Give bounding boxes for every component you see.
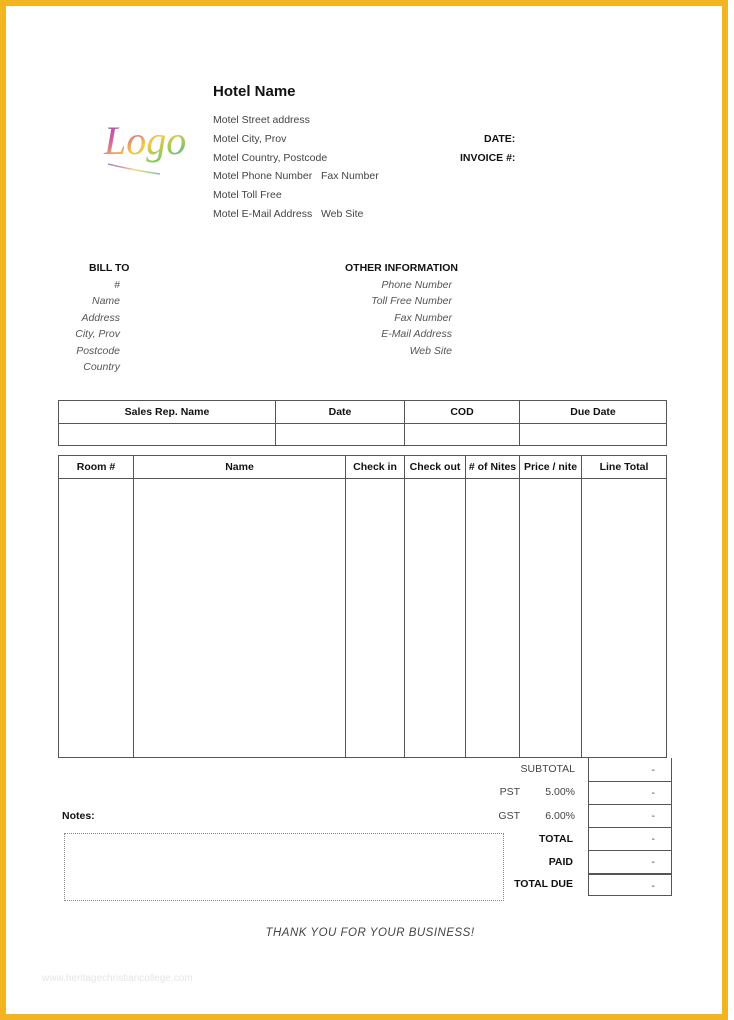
date-header: Date bbox=[276, 401, 405, 424]
sales-info-table bbox=[58, 400, 667, 446]
gst-rate: 6.00% bbox=[545, 810, 575, 822]
pst-label: PST bbox=[499, 786, 520, 798]
total-due-value: - bbox=[588, 874, 672, 896]
cod-cell[interactable] bbox=[405, 424, 520, 446]
bill-to-country: Country bbox=[83, 361, 120, 373]
other-toll-free: Toll Free Number bbox=[371, 295, 452, 307]
line-total-column[interactable] bbox=[582, 479, 667, 758]
watermark: www.heritagechristiancollege.com bbox=[42, 973, 193, 984]
check-out-header: Check out bbox=[405, 456, 466, 479]
street-address: Motel Street address bbox=[213, 114, 310, 126]
subtotal-label: SUBTOTAL bbox=[520, 763, 575, 775]
line-total-header: Line Total bbox=[582, 456, 667, 479]
check-in-header: Check in bbox=[346, 456, 405, 479]
notes-label: Notes: bbox=[62, 810, 95, 822]
pst-rate: 5.00% bbox=[545, 786, 575, 798]
email-website: Motel E-Mail Address Web Site bbox=[213, 208, 364, 220]
nites-header: # of Nites bbox=[466, 456, 520, 479]
room-header: Room # bbox=[59, 456, 134, 479]
pst-value: - bbox=[588, 782, 672, 805]
due-date-cell[interactable] bbox=[520, 424, 667, 446]
price-header: Price / nite bbox=[520, 456, 582, 479]
other-phone: Phone Number bbox=[381, 279, 452, 291]
bill-to-name: Name bbox=[91, 295, 120, 307]
sales-rep-cell[interactable] bbox=[59, 424, 276, 446]
city-prov: Motel City, Prov bbox=[213, 133, 287, 145]
check-in-column[interactable] bbox=[346, 479, 405, 758]
thank-you-message: THANK YOU FOR YOUR BUSINESS! bbox=[265, 927, 475, 939]
room-column[interactable] bbox=[59, 479, 134, 758]
hotel-name: Hotel Name bbox=[213, 83, 296, 100]
logo-image bbox=[102, 104, 187, 180]
paid-value: - bbox=[588, 851, 672, 874]
phone-fax: Motel Phone Number Fax Number bbox=[213, 170, 379, 182]
toll-free: Motel Toll Free bbox=[213, 189, 282, 201]
bill-to-number: # bbox=[114, 279, 120, 291]
svg-text:Logo: Logo bbox=[104, 118, 187, 163]
cod-header: COD bbox=[405, 401, 520, 424]
other-email: E-Mail Address bbox=[381, 328, 452, 340]
date-cell[interactable] bbox=[276, 424, 405, 446]
paid-label: PAID bbox=[548, 856, 573, 868]
gst-value: - bbox=[588, 805, 672, 828]
other-website: Web Site bbox=[409, 345, 452, 357]
bill-to-title: BILL TO bbox=[89, 262, 130, 274]
price-column[interactable] bbox=[520, 479, 582, 758]
total-value: - bbox=[588, 828, 672, 851]
sales-rep-header: Sales Rep. Name bbox=[59, 401, 276, 424]
check-out-column[interactable] bbox=[405, 479, 466, 758]
date-label: DATE: bbox=[484, 133, 516, 145]
notes-box[interactable] bbox=[64, 833, 504, 901]
country-postcode: Motel Country, Postcode bbox=[213, 152, 328, 164]
other-fax: Fax Number bbox=[394, 312, 452, 324]
nites-column[interactable] bbox=[466, 479, 520, 758]
total-due-label: TOTAL DUE bbox=[514, 878, 573, 890]
bill-to-postcode: Postcode bbox=[76, 345, 120, 357]
gst-label: GST bbox=[498, 810, 520, 822]
items-table bbox=[58, 455, 667, 758]
total-label: TOTAL bbox=[538, 833, 573, 845]
other-info-title: OTHER INFORMATION bbox=[345, 262, 458, 274]
invoice-label: INVOICE #: bbox=[460, 152, 516, 164]
name-header: Name bbox=[134, 456, 346, 479]
bill-to-address: Address bbox=[81, 312, 120, 324]
due-date-header: Due Date bbox=[520, 401, 667, 424]
name-column[interactable] bbox=[134, 479, 346, 758]
subtotal-value: - bbox=[588, 758, 672, 782]
bill-to-city: City, Prov bbox=[75, 328, 120, 340]
